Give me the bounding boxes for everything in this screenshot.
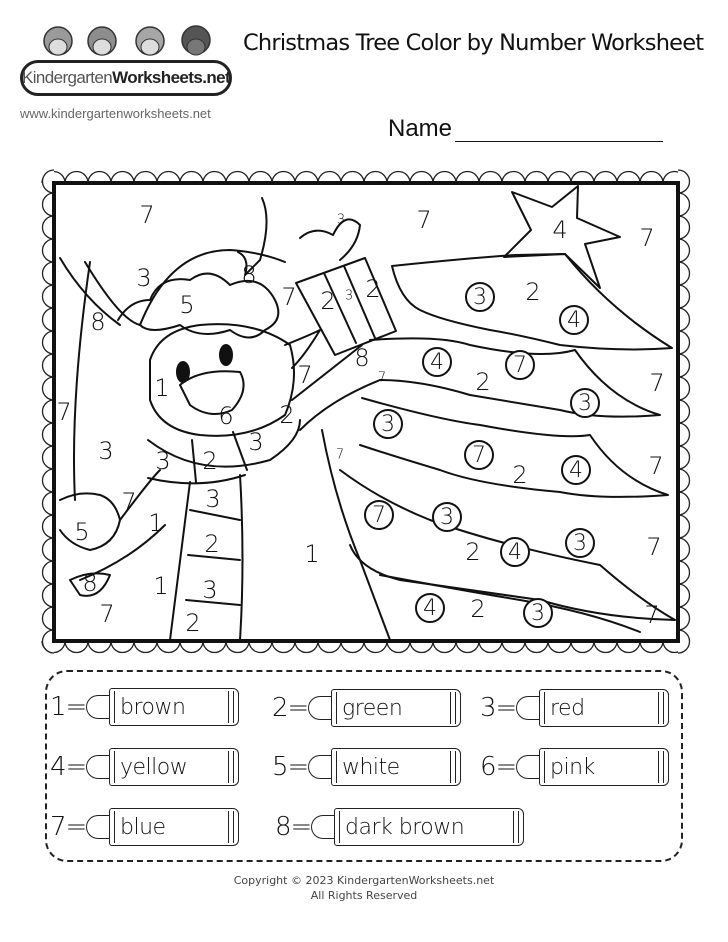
number-label: 1 xyxy=(154,374,170,402)
key-number: 3= xyxy=(480,693,517,723)
color-name-label: brown xyxy=(120,694,186,720)
crayon-icon xyxy=(311,808,524,846)
number-label: 3 xyxy=(336,212,346,228)
circled-number-label: 3 xyxy=(523,598,553,628)
circled-number-label: 3 xyxy=(465,282,495,312)
circled-number-label: 3 xyxy=(373,409,403,439)
color-name-label: white xyxy=(342,754,400,780)
color-key-item xyxy=(275,808,524,846)
number-label: 2 xyxy=(279,401,295,429)
number-label: 1 xyxy=(148,509,164,537)
circled-number-label: 4 xyxy=(500,537,530,567)
crayon-icon xyxy=(308,748,461,786)
number-label: 7 xyxy=(644,601,660,629)
number-label: 7 xyxy=(281,283,297,311)
number-label: 7 xyxy=(416,206,432,234)
number-label: 2 xyxy=(525,278,541,306)
color-key-item xyxy=(272,748,461,786)
number-label: 3 xyxy=(136,264,152,292)
color-name-label: dark brown xyxy=(345,814,465,840)
crayon-icon xyxy=(86,808,239,846)
number-label: 7 xyxy=(646,533,662,561)
color-name-label: green xyxy=(342,695,403,721)
copyright-footer xyxy=(0,873,728,903)
crayon-icon xyxy=(308,689,461,727)
circled-number-label: 7 xyxy=(364,500,394,530)
crayon-tip-icon xyxy=(311,815,335,839)
crayon-tip-icon xyxy=(516,696,540,720)
crayon-body xyxy=(331,689,461,727)
number-label: 7 xyxy=(639,224,655,252)
number-label: 7 xyxy=(99,600,115,628)
crayon-tip-icon xyxy=(86,755,110,779)
crayon-tip-icon xyxy=(516,755,540,779)
color-key-item xyxy=(480,748,669,786)
number-label: 2 xyxy=(465,538,481,566)
crayon-tip-icon xyxy=(308,755,332,779)
number-label: 2 xyxy=(204,530,220,558)
number-label: 7 xyxy=(139,201,155,229)
reindeer-eye-left xyxy=(177,362,189,382)
number-label: 3 xyxy=(205,485,221,513)
circled-number-label: 3 xyxy=(570,388,600,418)
crayon-tip-icon xyxy=(86,695,110,719)
circled-number-label: 7 xyxy=(505,350,535,380)
number-label: 2 xyxy=(475,368,491,396)
logo-brand-part2: Worksheets.net xyxy=(112,68,231,87)
copyright-text: Copyright © 2023 KindergartenWorksheets.net xyxy=(233,874,495,887)
circled-number-label: 4 xyxy=(422,347,452,377)
number-label: 3 xyxy=(202,576,218,604)
color-name-label: blue xyxy=(120,814,166,840)
number-label: 5 xyxy=(74,518,90,546)
logo-brand-part1: Kindergarten xyxy=(21,68,113,87)
reindeer-eye-right xyxy=(220,345,232,365)
page-title: Christmas Tree Color by Number Worksheet xyxy=(243,30,704,56)
crayon-icon xyxy=(516,689,669,727)
number-label: 6 xyxy=(218,402,234,430)
key-number: 4= xyxy=(50,752,87,782)
key-number: 1= xyxy=(50,692,87,722)
circled-number-label: 4 xyxy=(415,593,445,623)
crayon-icon xyxy=(86,688,239,726)
number-label: 3 xyxy=(155,447,171,475)
crayon-body xyxy=(109,748,239,786)
number-label: 3 xyxy=(344,288,354,304)
crayon-icon xyxy=(86,748,239,786)
number-label: 1 xyxy=(153,572,169,600)
number-label: 7 xyxy=(56,398,72,426)
name-label: Name xyxy=(388,115,453,142)
crayon-body xyxy=(109,688,239,726)
rights-text: All Rights Reserved xyxy=(310,889,418,902)
circled-number-label: 3 xyxy=(565,528,595,558)
number-label: 2 xyxy=(185,609,201,637)
color-name-label: pink xyxy=(550,754,595,780)
crayon-body xyxy=(334,808,524,846)
number-label: 7 xyxy=(335,447,345,463)
color-key-item xyxy=(50,808,239,846)
number-label: 7 xyxy=(121,488,137,516)
crayon-body xyxy=(109,808,239,846)
number-label: 4 xyxy=(552,216,568,244)
circled-number-label: 4 xyxy=(559,305,589,335)
number-label: 7 xyxy=(649,369,665,397)
crayon-tip-icon xyxy=(86,815,110,839)
key-number: 6= xyxy=(480,752,517,782)
number-label: 7 xyxy=(648,452,664,480)
site-url[interactable]: www.kindergartenworksheets.net xyxy=(20,106,211,121)
color-key-item xyxy=(50,748,239,786)
key-number: 7= xyxy=(50,812,87,842)
crayon-body xyxy=(331,748,461,786)
number-label: 3 xyxy=(98,437,114,465)
circled-number-label: 3 xyxy=(432,502,462,532)
number-label: 2 xyxy=(512,461,528,489)
number-label: 8 xyxy=(241,261,257,289)
color-name-label: red xyxy=(550,695,585,721)
number-label: 2 xyxy=(320,287,336,315)
number-label: 2 xyxy=(365,275,381,303)
key-number: 8= xyxy=(275,812,312,842)
number-label: 7 xyxy=(377,370,387,386)
number-label: 3 xyxy=(248,428,264,456)
color-key-item xyxy=(480,689,669,727)
number-label: 7 xyxy=(297,361,313,389)
crayon-body xyxy=(539,689,669,727)
number-label: 8 xyxy=(82,569,98,597)
crayon-icon xyxy=(516,748,669,786)
color-name-label: yellow xyxy=(120,754,188,780)
color-key-item xyxy=(272,689,461,727)
number-label: 2 xyxy=(202,447,218,475)
key-number: 5= xyxy=(272,752,309,782)
crayon-body xyxy=(539,748,669,786)
number-label: 1 xyxy=(304,540,320,568)
circled-number-label: 7 xyxy=(464,440,494,470)
crayon-tip-icon xyxy=(308,696,332,720)
number-label: 5 xyxy=(179,291,195,319)
number-label: 8 xyxy=(90,308,106,336)
color-key-item xyxy=(50,688,239,726)
key-number: 2= xyxy=(272,693,309,723)
circled-number-label: 4 xyxy=(561,455,591,485)
number-label: 8 xyxy=(354,344,370,372)
number-label: 2 xyxy=(470,595,486,623)
